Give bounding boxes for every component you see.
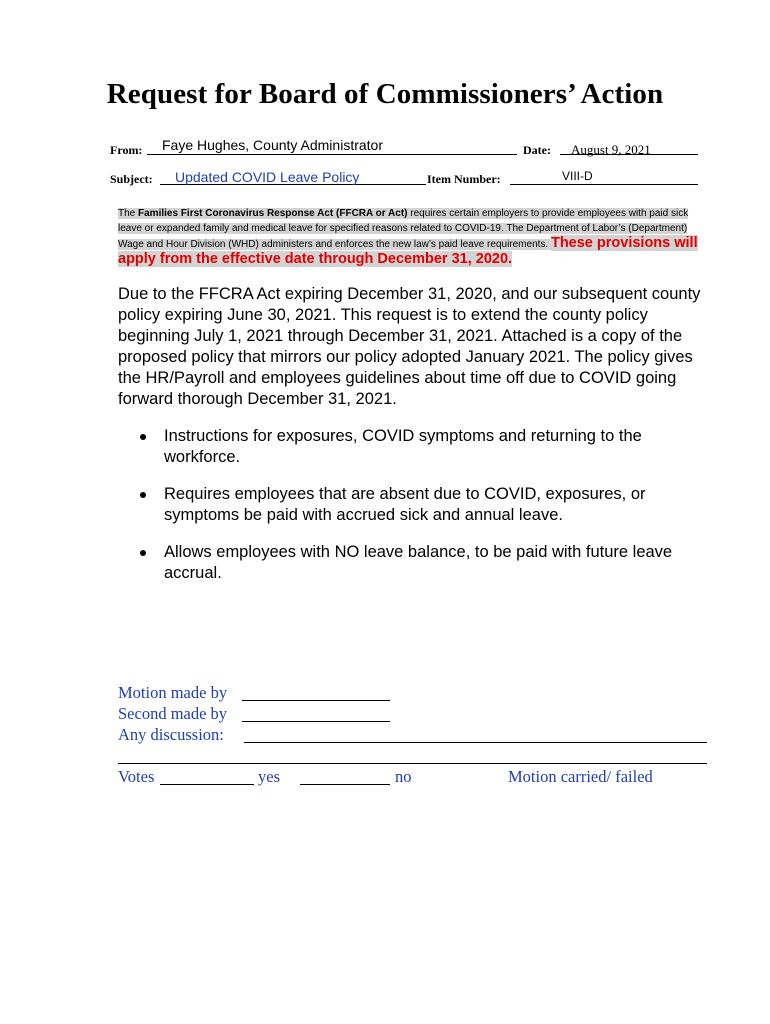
bullet-text: Allows employees with NO leave balance, to be paid with future leave accrual. xyxy=(164,543,673,582)
discussion-field[interactable] xyxy=(244,742,707,743)
no-label: no xyxy=(395,767,412,786)
bullet-dot-icon xyxy=(140,434,146,440)
bullet-dot-icon xyxy=(140,492,146,498)
notice-text-2: requires certain employers to provide employees with paid sick leave or expanded family and medical leave for specified reasons related to COVID-19. The Department of Labor’s (Department) Wage and Hour Division (WHD) administers and enforces the new law’s paid leave requirements. xyxy=(118,208,689,250)
subject-field[interactable]: Updated COVID Leave Policy xyxy=(175,169,360,185)
item-number-label: Item Number: xyxy=(427,172,501,186)
list-item xyxy=(138,426,713,468)
date-field[interactable]: August 9, 2021 xyxy=(571,142,651,157)
ffcra-notice xyxy=(118,206,710,268)
from-label: From: xyxy=(110,143,143,157)
item-number-field[interactable]: VIII-D xyxy=(562,169,593,183)
discussion-field-line-2[interactable] xyxy=(118,763,707,764)
second-made-by-field[interactable] xyxy=(242,721,390,722)
list-item xyxy=(138,484,713,526)
votes-no-field[interactable] xyxy=(300,784,390,785)
page-title: Request for Board of Commissioners’ Action xyxy=(106,78,664,110)
any-discussion-label: Any discussion: xyxy=(118,725,224,744)
motion-carried-failed-label: Motion carried/ failed xyxy=(508,767,653,786)
bullet-list xyxy=(138,426,713,600)
subject-label: Subject: xyxy=(110,172,153,186)
body-paragraph: Due to the FFCRA Act expiring December 31, 2020, and our subsequent county policy expiring June 30, 2021. This request is to extend the county policy beginning July 1, 2021 through December 31, 2021. Attached is a copy of the proposed policy that mirrors our policy adopted January 2021. The policy gives the HR/Payroll and employees guidelines about time off due to COVID going forward thorough December 31, 2021. xyxy=(118,285,701,408)
votes-label: Votes xyxy=(118,767,155,786)
bullet-text: Requires employees that are absent due to COVID, exposures, or symptoms be paid with accrued sick and annual leave. xyxy=(164,485,646,524)
votes-yes-field[interactable] xyxy=(160,784,254,785)
notice-red-text: These provisions will apply from the effective date through December 31, 2020. xyxy=(118,235,698,267)
yes-label: yes xyxy=(258,767,280,786)
bullet-dot-icon xyxy=(140,550,146,556)
motion-made-by-label: Motion made by xyxy=(118,683,228,702)
notice-text-1: The xyxy=(118,208,139,219)
bullet-text: Instructions for exposures, COVID symptoms and returning to the workforce. xyxy=(164,427,642,466)
date-label: Date: xyxy=(523,143,551,157)
second-made-by-label: Second made by xyxy=(118,704,228,723)
from-underline xyxy=(147,154,517,155)
motion-made-by-field[interactable] xyxy=(242,700,390,701)
from-field[interactable]: Faye Hughes, County Administrator xyxy=(162,137,383,153)
notice-act-name: Families First Coronavirus Response Act (FFCRA or Act) xyxy=(138,208,408,219)
list-item xyxy=(138,542,713,584)
item-number-underline xyxy=(510,184,698,185)
